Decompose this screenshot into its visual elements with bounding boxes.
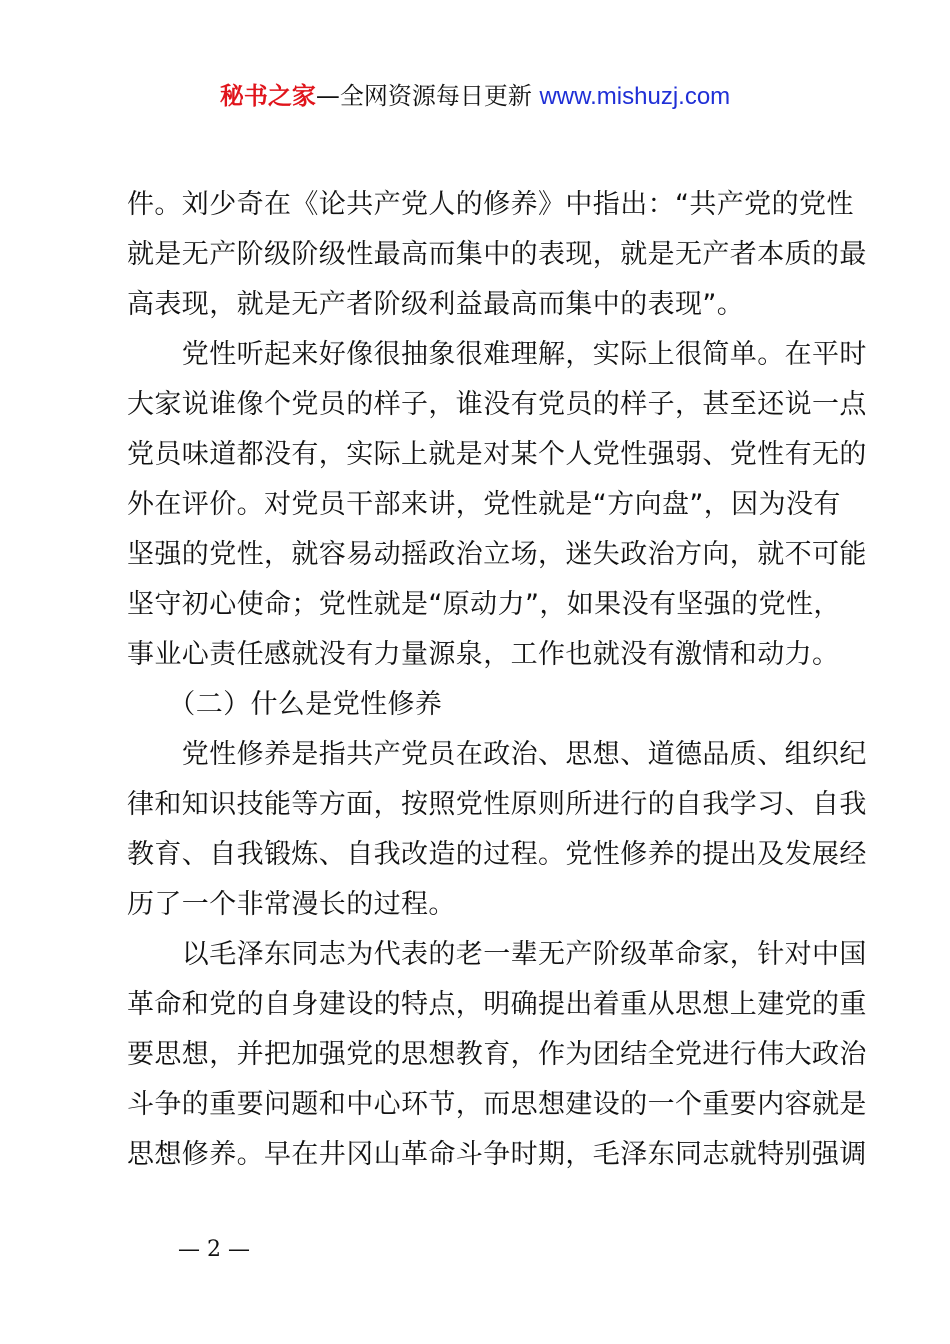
text-line: 件。刘少奇在《论共产党人的修养》中指出：“共产党的党性 [127,189,854,220]
text-line: 历了一个非常漫长的过程。 [127,889,456,920]
text-line: 要思想，并把加强党的思想教育，作为团结全党进行伟大政治 [127,1039,867,1070]
header-tagline: —全网资源每日更新 [315,82,532,110]
text-line: 党员味道都没有，实际上就是对某个人党性强弱、党性有无的 [127,439,867,470]
text-line: 斗争的重要问题和中心环节，而思想建设的一个重要内容就是 [127,1089,867,1120]
text-line: 党性修养是指共产党员在政治、思想、道德品质、组织纪 [127,739,867,770]
text-line: 外在评价。对党员干部来讲，党性就是“方向盘”，因为没有 [127,489,841,520]
text-line: 革命和党的自身建设的特点，明确提出着重从思想上建党的重 [127,989,867,1020]
text-line: 党性听起来好像很抽象很难理解，实际上很简单。在平时 [127,339,867,370]
text-line: 大家说谁像个党员的样子，谁没有党员的样子，甚至还说一点 [127,389,867,420]
text-line: 律和知识技能等方面，按照党性原则所进行的自我学习、自我 [127,789,867,820]
document-body [127,180,867,1180]
text-line: 坚守初心使命；党性就是“原动力”，如果没有坚强的党性， [127,589,841,620]
text-line: 教育、自我锻炼、自我改造的过程。党性修养的提出及发展经 [127,839,867,870]
text-line: 就是无产阶级阶级性最高而集中的表现，就是无产者本质的最 [127,239,867,270]
text-line: 以毛泽东同志为代表的老一辈无产阶级革命家，针对中国 [127,939,867,970]
section-heading: （二）什么是党性修养 [127,689,443,720]
site-header [0,78,950,115]
text-line: 思想修养。早在井冈山革命斗争时期，毛泽东同志就特别强调 [127,1139,867,1170]
page-number: — 2 — [178,1237,250,1262]
brand-name: 秘书之家 [219,82,316,110]
text-line: 高表现，就是无产者阶级利益最高而集中的表现”。 [127,289,745,320]
text-line: 坚强的党性，就容易动摇政治立场，迷失政治方向，就不可能 [127,539,867,570]
site-url[interactable]: www.mishuzj.com [539,83,731,110]
text-line: 事业心责任感就没有力量源泉，工作也就没有激情和动力。 [127,639,840,670]
